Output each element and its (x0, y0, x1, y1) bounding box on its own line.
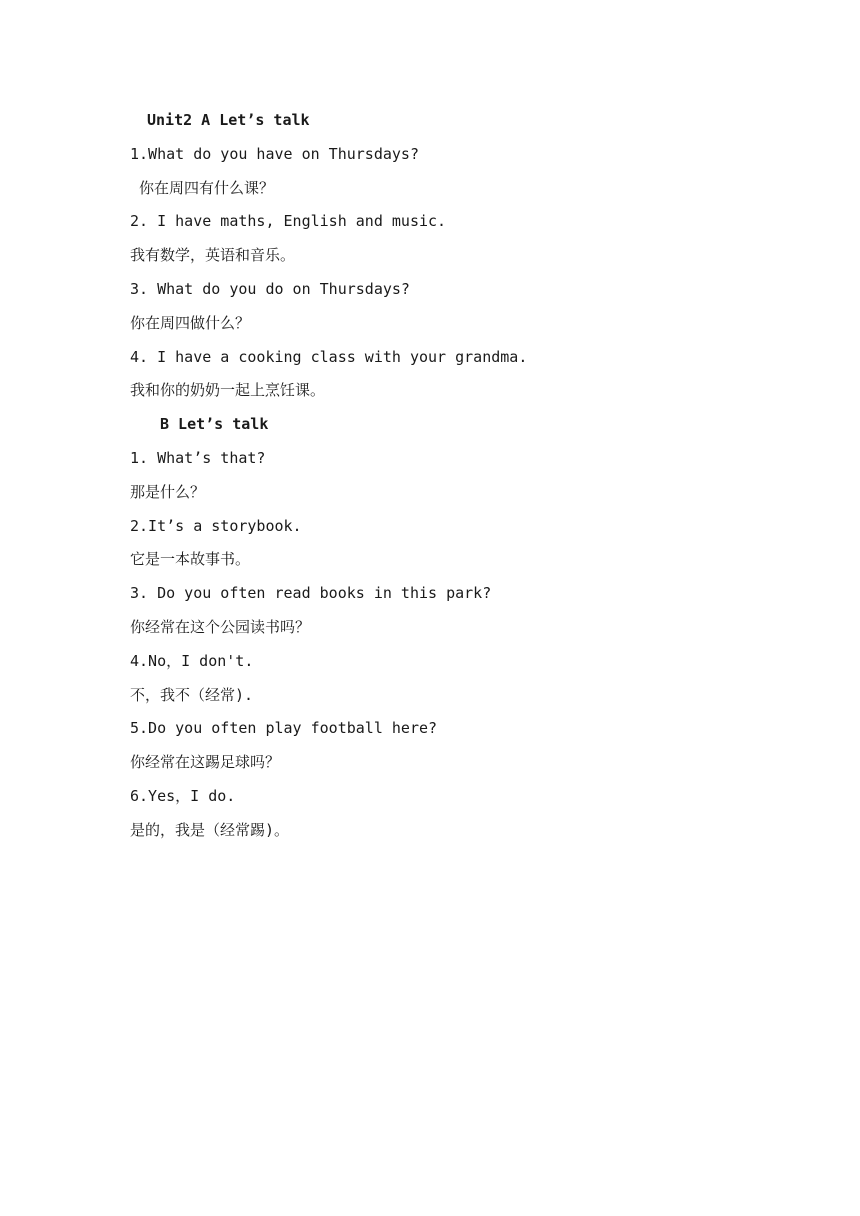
section-a-line-4-zh: 我和你的奶奶一起上烹饪课。 (130, 381, 326, 400)
section-b-line-6-en: 6.Yes，I do. (130, 786, 236, 805)
section-b-line-6-zh: 是的，我是（经常踢)。 (130, 820, 290, 839)
section-a-line-4-en: 4. I have a cooking class with your grandma. (130, 347, 528, 366)
section-b-line-5-zh: 你经常在这踢足球吗？ (130, 753, 281, 772)
section-a-heading: Unit2 A Let’s talk (147, 111, 310, 129)
section-a-line-2-zh: 我有数学，英语和音乐。 (130, 246, 296, 265)
section-b-line-2-en: 2.It’s a storybook. (130, 516, 302, 535)
section-a-line-3-zh: 你在周四做什么？ (130, 313, 251, 332)
section-b-line-4-en: 4.No，I don't. (130, 651, 254, 670)
section-b-line-2-zh: 它是一本故事书。 (130, 550, 251, 569)
document-body (130, 104, 770, 848)
section-a-line-1-zh: 你在周四有什么课？ (139, 178, 275, 197)
section-b-line-5-en: 5.Do you often play football here? (130, 719, 438, 738)
section-b-line-3-en: 3. Do you often read books in this park? (130, 584, 492, 603)
section-b-line-1-en: 1. What’s that? (130, 448, 266, 467)
section-a-line-1-en: 1.What do you have on Thursdays? (130, 144, 419, 163)
section-a-line-2-en: 2. I have maths, English and music. (130, 212, 447, 231)
section-b-line-1-zh: 那是什么？ (130, 482, 206, 501)
section-b-line-4-zh: 不，我不（经常). (130, 685, 254, 704)
section-b-line-3-zh: 你经常在这个公园读书吗？ (130, 617, 311, 636)
section-a-line-3-en: 3. What do you do on Thursdays? (130, 279, 410, 298)
section-b-heading: B Let’s talk (160, 415, 269, 434)
